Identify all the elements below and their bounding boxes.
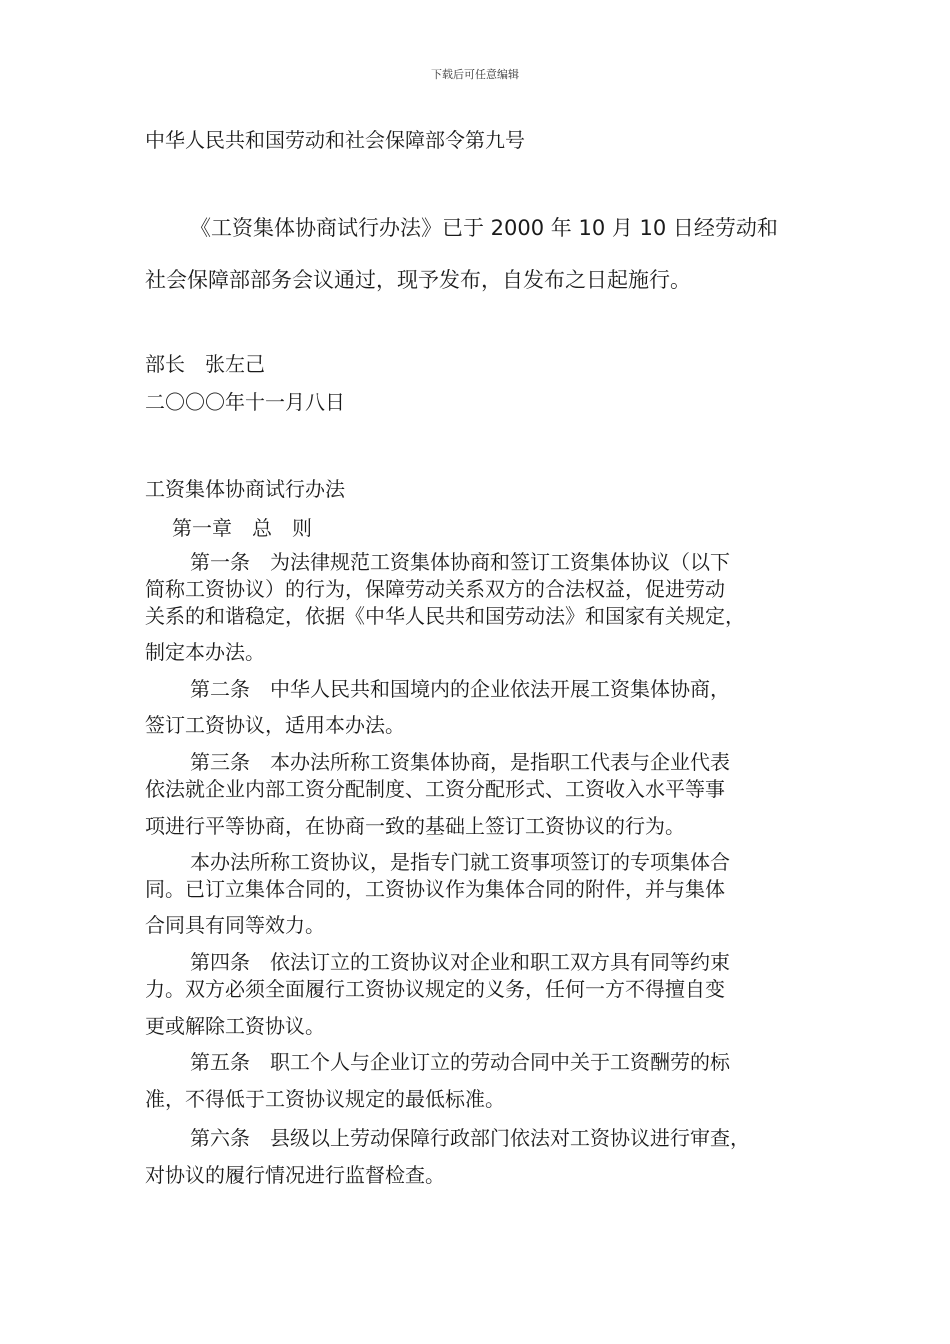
chapter-heading: 第一章 总 则: [172, 516, 312, 540]
article-line: 关系的和谐稳定，依据《中华人民共和国劳动法》和国家有关规定，: [145, 604, 745, 628]
article-line: 依法就企业内部工资分配制度、工资分配形式、工资收入水平等事: [145, 777, 725, 801]
article-line: 第三条 本办法所称工资集体协商，是指职工代表与企业代表: [190, 750, 730, 774]
decree-title: 中华人民共和国劳动和社会保障部令第九号: [145, 128, 525, 152]
page-header: 下载后可任意编辑: [431, 68, 519, 81]
article-line: 第一条 为法律规范工资集体协商和签订工资集体协议（以下: [190, 550, 730, 574]
article-line: 合同具有同等效力。: [145, 913, 325, 937]
decree-date: 二〇〇〇年十一月八日: [145, 390, 345, 414]
article-line: 本办法所称工资协议，是指专门就工资事项签订的专项集体合: [190, 850, 730, 874]
article-line: 准，不得低于工资协议规定的最低标准。: [145, 1087, 505, 1111]
article-line: 第六条 县级以上劳动保障行政部门依法对工资协议进行审查，: [190, 1126, 750, 1150]
article-line: 制定本办法。: [145, 640, 265, 664]
announcement-line: 《工资集体协商试行办法》已于 2000 年 10 月 10 日经劳动和: [190, 216, 778, 240]
article-line: 第四条 依法订立的工资协议对企业和职工双方具有同等约束: [190, 950, 730, 974]
minister-signature: 部长 张左己: [145, 352, 265, 376]
article-line: 简称工资协议）的行为，保障劳动关系双方的合法权益，促进劳动: [145, 577, 725, 601]
article-line: 更或解除工资协议。: [145, 1014, 325, 1038]
document-title: 工资集体协商试行办法: [145, 477, 345, 501]
article-line: 对协议的履行情况进行监督检查。: [145, 1163, 445, 1187]
article-line: 签订工资协议，适用本办法。: [145, 713, 405, 737]
article-line: 力。双方必须全面履行工资协议规定的义务，任何一方不得擅自变: [145, 977, 725, 1001]
article-line: 第二条 中华人民共和国境内的企业依法开展工资集体协商，: [190, 677, 730, 701]
article-line: 项进行平等协商，在协商一致的基础上签订工资协议的行为。: [145, 814, 685, 838]
article-line: 第五条 职工个人与企业订立的劳动合同中关于工资酬劳的标: [190, 1050, 730, 1074]
announcement-line: 社会保障部部务会议通过，现予发布，自发布之日起施行。: [145, 268, 691, 292]
article-line: 同。已订立集体合同的，工资协议作为集体合同的附件，并与集体: [145, 877, 725, 901]
